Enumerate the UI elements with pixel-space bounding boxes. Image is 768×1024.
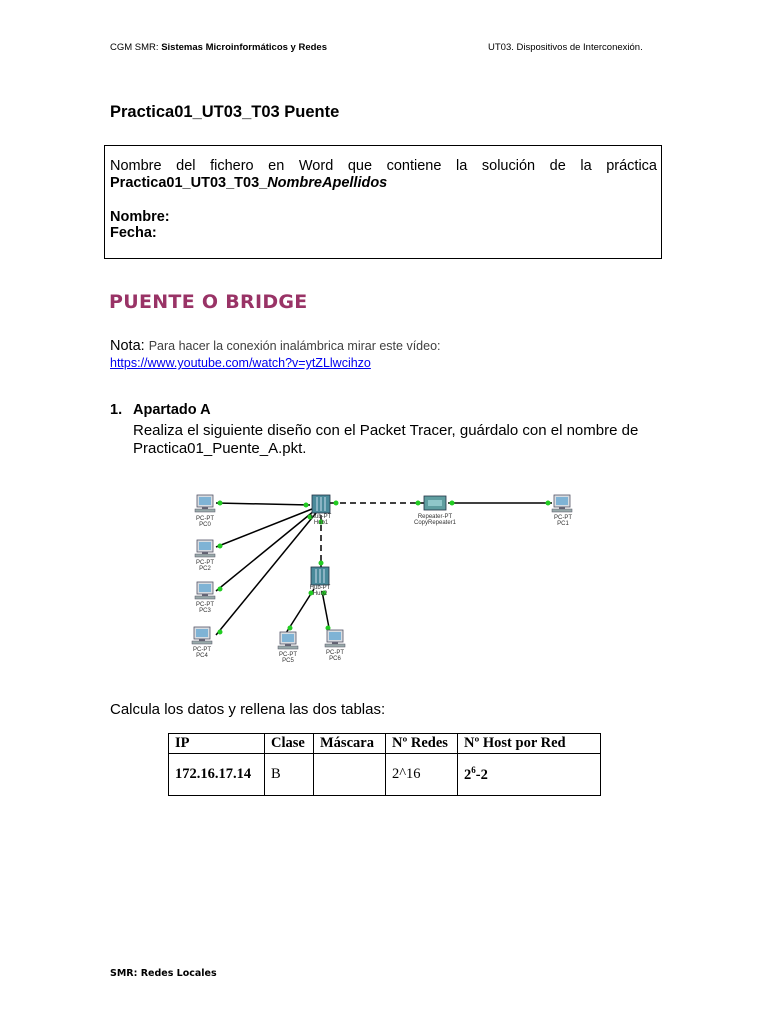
link-pc0-hub1 <box>216 503 310 505</box>
apartado-text-line2: Practica01_Puente_A.pkt. <box>133 440 307 457</box>
cell-ip[interactable]: 172.16.17.14 <box>169 754 265 796</box>
pc3-type: PC-PT <box>196 602 214 608</box>
note-text: Para hacer la conexión inalámbrica mirar este vídeo: <box>148 339 441 353</box>
pc0-name: PC0 <box>199 522 211 528</box>
pc5-type: PC-PT <box>279 652 297 658</box>
device-repeater[interactable] <box>414 496 457 526</box>
note <box>110 338 441 354</box>
device-pc5[interactable] <box>278 632 298 664</box>
pc6-name: PC6 <box>329 656 341 662</box>
apartado-number: 1. <box>110 402 123 418</box>
cell-redes[interactable]: 2^16 <box>386 754 458 796</box>
table-header-row <box>169 734 601 754</box>
device-hub1[interactable] <box>311 495 332 526</box>
device-pc1[interactable] <box>552 495 572 527</box>
header-left-bold: Sistemas Microinformáticos y Redes <box>161 42 327 53</box>
repeater-type: Repeater-PT <box>417 514 453 520</box>
header-right: UT03. Dispositivos de Interconexión. <box>488 42 643 53</box>
hub2-type: Hub-PT <box>309 585 331 591</box>
pc1-name: PC1 <box>557 521 569 527</box>
header-left-prefix: CGM SMR: <box>110 42 162 53</box>
link-pc2-hub1 <box>216 509 312 547</box>
pc6-type: PC-PT <box>326 650 344 656</box>
pc2-name: PC2 <box>199 566 211 572</box>
filename <box>110 175 387 191</box>
cell-clase[interactable]: B <box>265 754 314 796</box>
pc3-name: PC3 <box>199 608 211 614</box>
page-footer: SMR: Redes Locales <box>110 968 217 979</box>
device-pc3[interactable] <box>195 582 215 614</box>
link-pc3-hub1 <box>216 511 314 591</box>
filename-instruction: Nombre del fichero en Word que contiene la solución de la práctica <box>110 158 657 174</box>
header-left <box>110 42 327 53</box>
ip-table <box>168 733 601 796</box>
device-pc4[interactable] <box>192 627 212 659</box>
hub2-name: Hub2 <box>312 591 328 597</box>
hub1-type: Hub-PT <box>310 514 332 520</box>
apartado-title: Apartado A <box>133 402 211 418</box>
fecha-label: Fecha: <box>110 225 157 241</box>
hosts-tail: -2 <box>475 766 488 783</box>
device-pc2[interactable] <box>195 540 215 572</box>
section-title: PUENTE O BRIDGE <box>109 291 308 313</box>
note-label: Nota: <box>110 338 149 354</box>
video-link[interactable]: https://www.youtube.com/watch?v=ytZLlwcihzo <box>110 356 371 370</box>
link-pc4-hub1 <box>216 513 316 635</box>
pc4-type: PC-PT <box>193 647 211 653</box>
filename-italic: NombreApellidos <box>267 175 388 191</box>
device-pc6[interactable] <box>325 630 345 662</box>
device-pc0[interactable] <box>195 495 215 528</box>
repeater-name: CopyRepeater1 <box>413 520 457 526</box>
pc1-type: PC-PT <box>554 515 572 521</box>
submission-box <box>104 145 662 259</box>
hosts-exponent: 6 <box>471 765 476 776</box>
filename-prefix: Practica01_UT03_T03_ <box>110 175 268 191</box>
network-diagram <box>180 485 600 675</box>
hosts-base: 2 <box>464 766 472 783</box>
apartado-text-line1: Realiza el siguiente diseño con el Packet Tracer, guárdalo con el nombre de <box>133 422 639 439</box>
pc4-name: PC4 <box>196 653 208 659</box>
cell-hosts[interactable] <box>458 754 601 796</box>
calc-instruction: Calcula los datos y rellena las dos tablas: <box>110 701 386 718</box>
col-ip: IP <box>169 734 265 754</box>
hub1-name: Hub1 <box>313 520 329 526</box>
nombre-label: Nombre: <box>110 209 170 225</box>
device-hub2[interactable] <box>310 567 331 597</box>
cell-mascara[interactable] <box>314 754 386 796</box>
table-row <box>169 754 601 796</box>
pc5-name: PC5 <box>282 658 294 664</box>
pc2-type: PC-PT <box>196 560 214 566</box>
page-title: Practica01_UT03_T03 Puente <box>110 103 340 121</box>
col-clase: Clase <box>265 734 314 754</box>
col-hosts: Nº Host por Red <box>458 734 601 754</box>
col-mascara: Máscara <box>314 734 386 754</box>
pc0-type: PC-PT <box>196 516 214 522</box>
col-redes: Nº Redes <box>386 734 458 754</box>
